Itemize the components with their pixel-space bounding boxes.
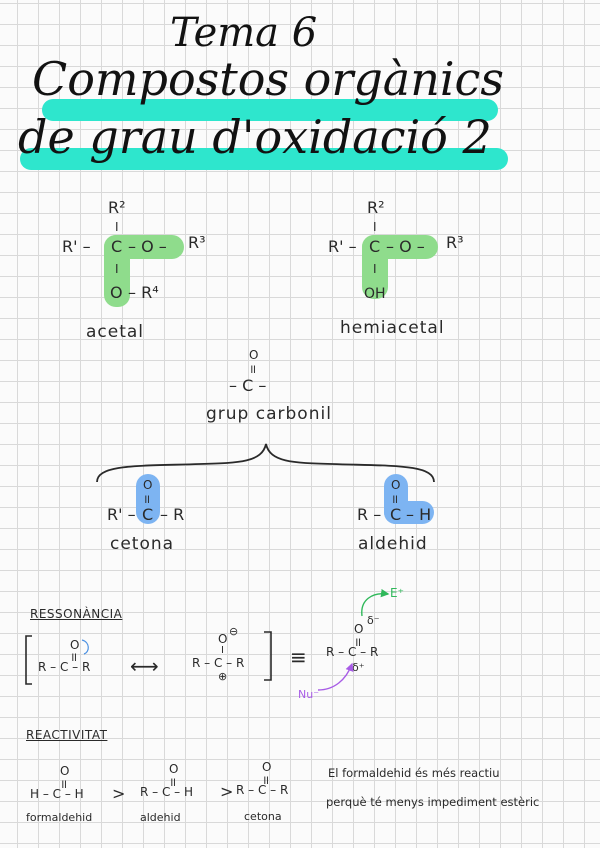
resonance-arrow: ⟷ xyxy=(130,654,159,678)
acetal-r1: R' – xyxy=(62,237,91,256)
resonance-s1-chain: R – C – R xyxy=(38,660,91,674)
reactivity-ketone-label: cetona xyxy=(244,810,282,823)
title-line-1: Tema 6 xyxy=(170,10,318,56)
reactivity-aldehyde-oxygen: O xyxy=(169,762,179,776)
aldehyde-h: – H xyxy=(406,505,432,524)
ketone-carbon: C xyxy=(142,505,154,524)
resonance-s1-oxygen: O xyxy=(70,638,80,652)
ketone-oxygen: O xyxy=(143,478,153,492)
ketone-double-bond: ॥ xyxy=(143,492,151,506)
resonance-s2-chain: R – C – R xyxy=(192,656,245,670)
reactivity-aldehyde-label: aldehid xyxy=(140,811,181,824)
title-line-2: Compostos orgànics xyxy=(32,52,504,106)
resonance-s2-minus: ⊖ xyxy=(229,625,239,638)
reactivity-note-line-1: El formaldehid és més reactiu xyxy=(328,766,500,780)
nucleophile-label: Nu⁻ xyxy=(298,688,320,701)
ketone-r1: R' – xyxy=(107,505,136,524)
formaldehyde-chain: H – C – H xyxy=(30,787,84,801)
nucleophile-arrow-icon xyxy=(318,664,352,690)
carbonyl-chain: – C – xyxy=(229,376,267,395)
resonance-s2-oxygen: O xyxy=(218,632,228,646)
aldehyde-label: aldehid xyxy=(358,534,428,554)
hemiacetal-hydroxyl: OH xyxy=(364,286,386,302)
resonance-s3-delta-plus: δ⁺ xyxy=(352,661,365,674)
acetal-carbon: C xyxy=(111,237,123,256)
reactivity-heading: REACTIVITAT xyxy=(26,728,108,742)
reactivity-aldehyde-double-bond: ॥ xyxy=(169,775,177,789)
reactivity-ketone-oxygen: O xyxy=(262,760,272,774)
acetal-r2: R² xyxy=(108,198,126,217)
aldehyde-double-bond: ॥ xyxy=(391,492,399,506)
acetal-r3: R³ xyxy=(188,233,206,252)
hemiacetal-bond-top: I xyxy=(373,220,377,234)
resonance-s3-chain: R – C – R xyxy=(326,645,379,659)
acetal-bond-bottom: I xyxy=(115,262,119,276)
resonance-s2-plus: ⊕ xyxy=(218,670,228,683)
electrophile-label: E⁺ xyxy=(390,586,404,600)
carbonyl-label: grup carbonil xyxy=(206,404,332,424)
hemiacetal-r2: R² xyxy=(367,198,385,217)
resonance-heading: RESSONÀNCIA xyxy=(30,607,123,621)
hemiacetal-oxygen-chain: – O – xyxy=(386,237,425,256)
reactivity-ketone-double-bond: ॥ xyxy=(262,773,270,787)
reactivity-ketone-chain: R – C – R xyxy=(236,783,289,797)
acetal-bond-top: I xyxy=(115,220,119,234)
carbonyl-double-bond: ॥ xyxy=(249,362,257,376)
resonance-s3-oxygen: O xyxy=(354,622,364,636)
acetal-oxygen-chain: – O – xyxy=(128,237,167,256)
hemiacetal-label: hemiacetal xyxy=(340,318,445,338)
hemiacetal-bond-bottom: I xyxy=(373,262,377,276)
acetal-label: acetal xyxy=(86,322,145,342)
hemiacetal-r3: R³ xyxy=(446,233,464,252)
resonance-equivalent: ≡ xyxy=(290,645,307,669)
resonance-s3-double-bond: ॥ xyxy=(354,635,362,649)
resonance-s3-delta-minus: δ⁻ xyxy=(367,614,380,627)
formaldehyde-label: formaldehid xyxy=(26,811,93,824)
aldehyde-oxygen: O xyxy=(391,478,401,492)
ketone-r: – R xyxy=(160,505,185,524)
formaldehyde-double-bond: ॥ xyxy=(60,777,68,791)
formaldehyde-oxygen: O xyxy=(60,764,70,778)
hemiacetal-carbon: C xyxy=(369,237,381,256)
greater-than-2: > xyxy=(220,782,234,801)
aldehyde-r: R – xyxy=(357,505,382,524)
greater-than-1: > xyxy=(112,784,126,803)
carbonyl-oxygen: O xyxy=(249,348,259,362)
ketone-label: cetona xyxy=(110,534,175,554)
electrophile-arrow-icon xyxy=(362,594,388,616)
resonance-s1-double-bond: ॥ xyxy=(70,650,78,664)
reactivity-note-line-2: perquè té menys impediment estèric xyxy=(326,795,540,809)
title-line-3: de grau d'oxidació 2 xyxy=(18,110,492,164)
hemiacetal-r1: R' – xyxy=(328,237,357,256)
acetal-r4: – R⁴ xyxy=(128,283,159,302)
reactivity-aldehyde-chain: R – C – H xyxy=(140,785,193,799)
acetal-oxygen-2: O xyxy=(110,283,123,302)
resonance-s2-bond: I xyxy=(221,645,224,656)
aldehyde-carbon: C xyxy=(390,505,402,524)
